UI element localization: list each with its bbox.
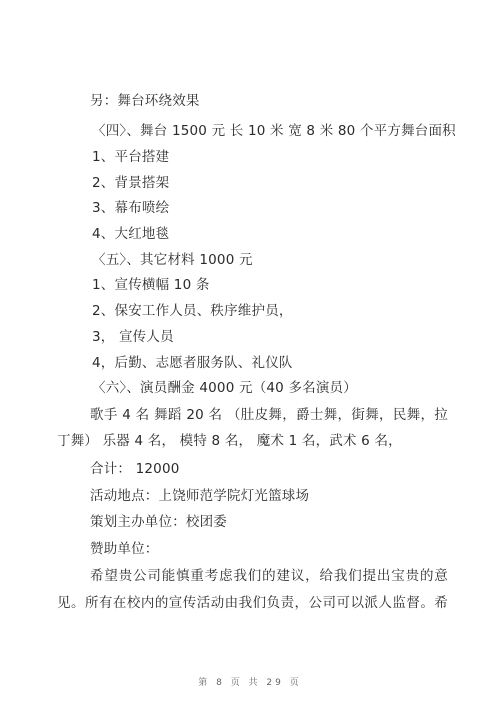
text-line-18: 赞助单位： xyxy=(90,541,159,557)
text-line-12: 〈六〉、演员酬金 4000 元（40 多名演员） xyxy=(92,380,357,396)
text-line-3: 1、平台搭建 xyxy=(92,149,170,165)
text-line-9: 2、保安工作人员、秩序维护员， xyxy=(92,303,293,319)
text-line-14: 丁舞） 乐器 4 名， 模特 8 名， 魔术 1 名，武术 6 名， xyxy=(57,433,402,449)
text-line-6: 4、大红地毯 xyxy=(92,226,170,242)
text-line-1: 另：舞台环绕效果 xyxy=(90,93,200,109)
text-line-4: 2、背景搭架 xyxy=(92,175,170,191)
text-line-8: 1、宣传横幅 10 条 xyxy=(92,277,210,293)
text-line-15: 合计： 12000 xyxy=(90,461,180,477)
text-line-10: 3， 宣传人员 xyxy=(92,329,174,345)
text-line-17: 策划主办单位：校团委 xyxy=(90,514,227,530)
text-line-19: 希望贵公司能慎重考虑我们的建议，给我们提出宝贵的意 xyxy=(90,568,448,584)
text-line-11: 4，后勤、志愿者服务队、礼仪队 xyxy=(92,355,293,371)
text-line-20: 见。所有在校内的宣传活动由我们负责，公司可以派人监督。希 xyxy=(57,595,448,611)
text-line-7: 〈五〉、其它材料 1000 元 xyxy=(92,252,253,268)
page-number-footer: 第 8 页 共 29 页 xyxy=(198,678,302,688)
text-line-16: 活动地点：上饶师范学院灯光篮球场 xyxy=(90,488,310,504)
text-line-2: 〈四〉、舞台 1500 元 长 10 米 宽 8 米 80 个平方舞台面积 xyxy=(92,123,456,139)
text-line-13: 歌手 4 名 舞蹈 20 名 （肚皮舞，爵士舞，街舞，民舞，拉 xyxy=(90,407,448,423)
text-line-5: 3、幕布喷绘 xyxy=(92,200,170,216)
